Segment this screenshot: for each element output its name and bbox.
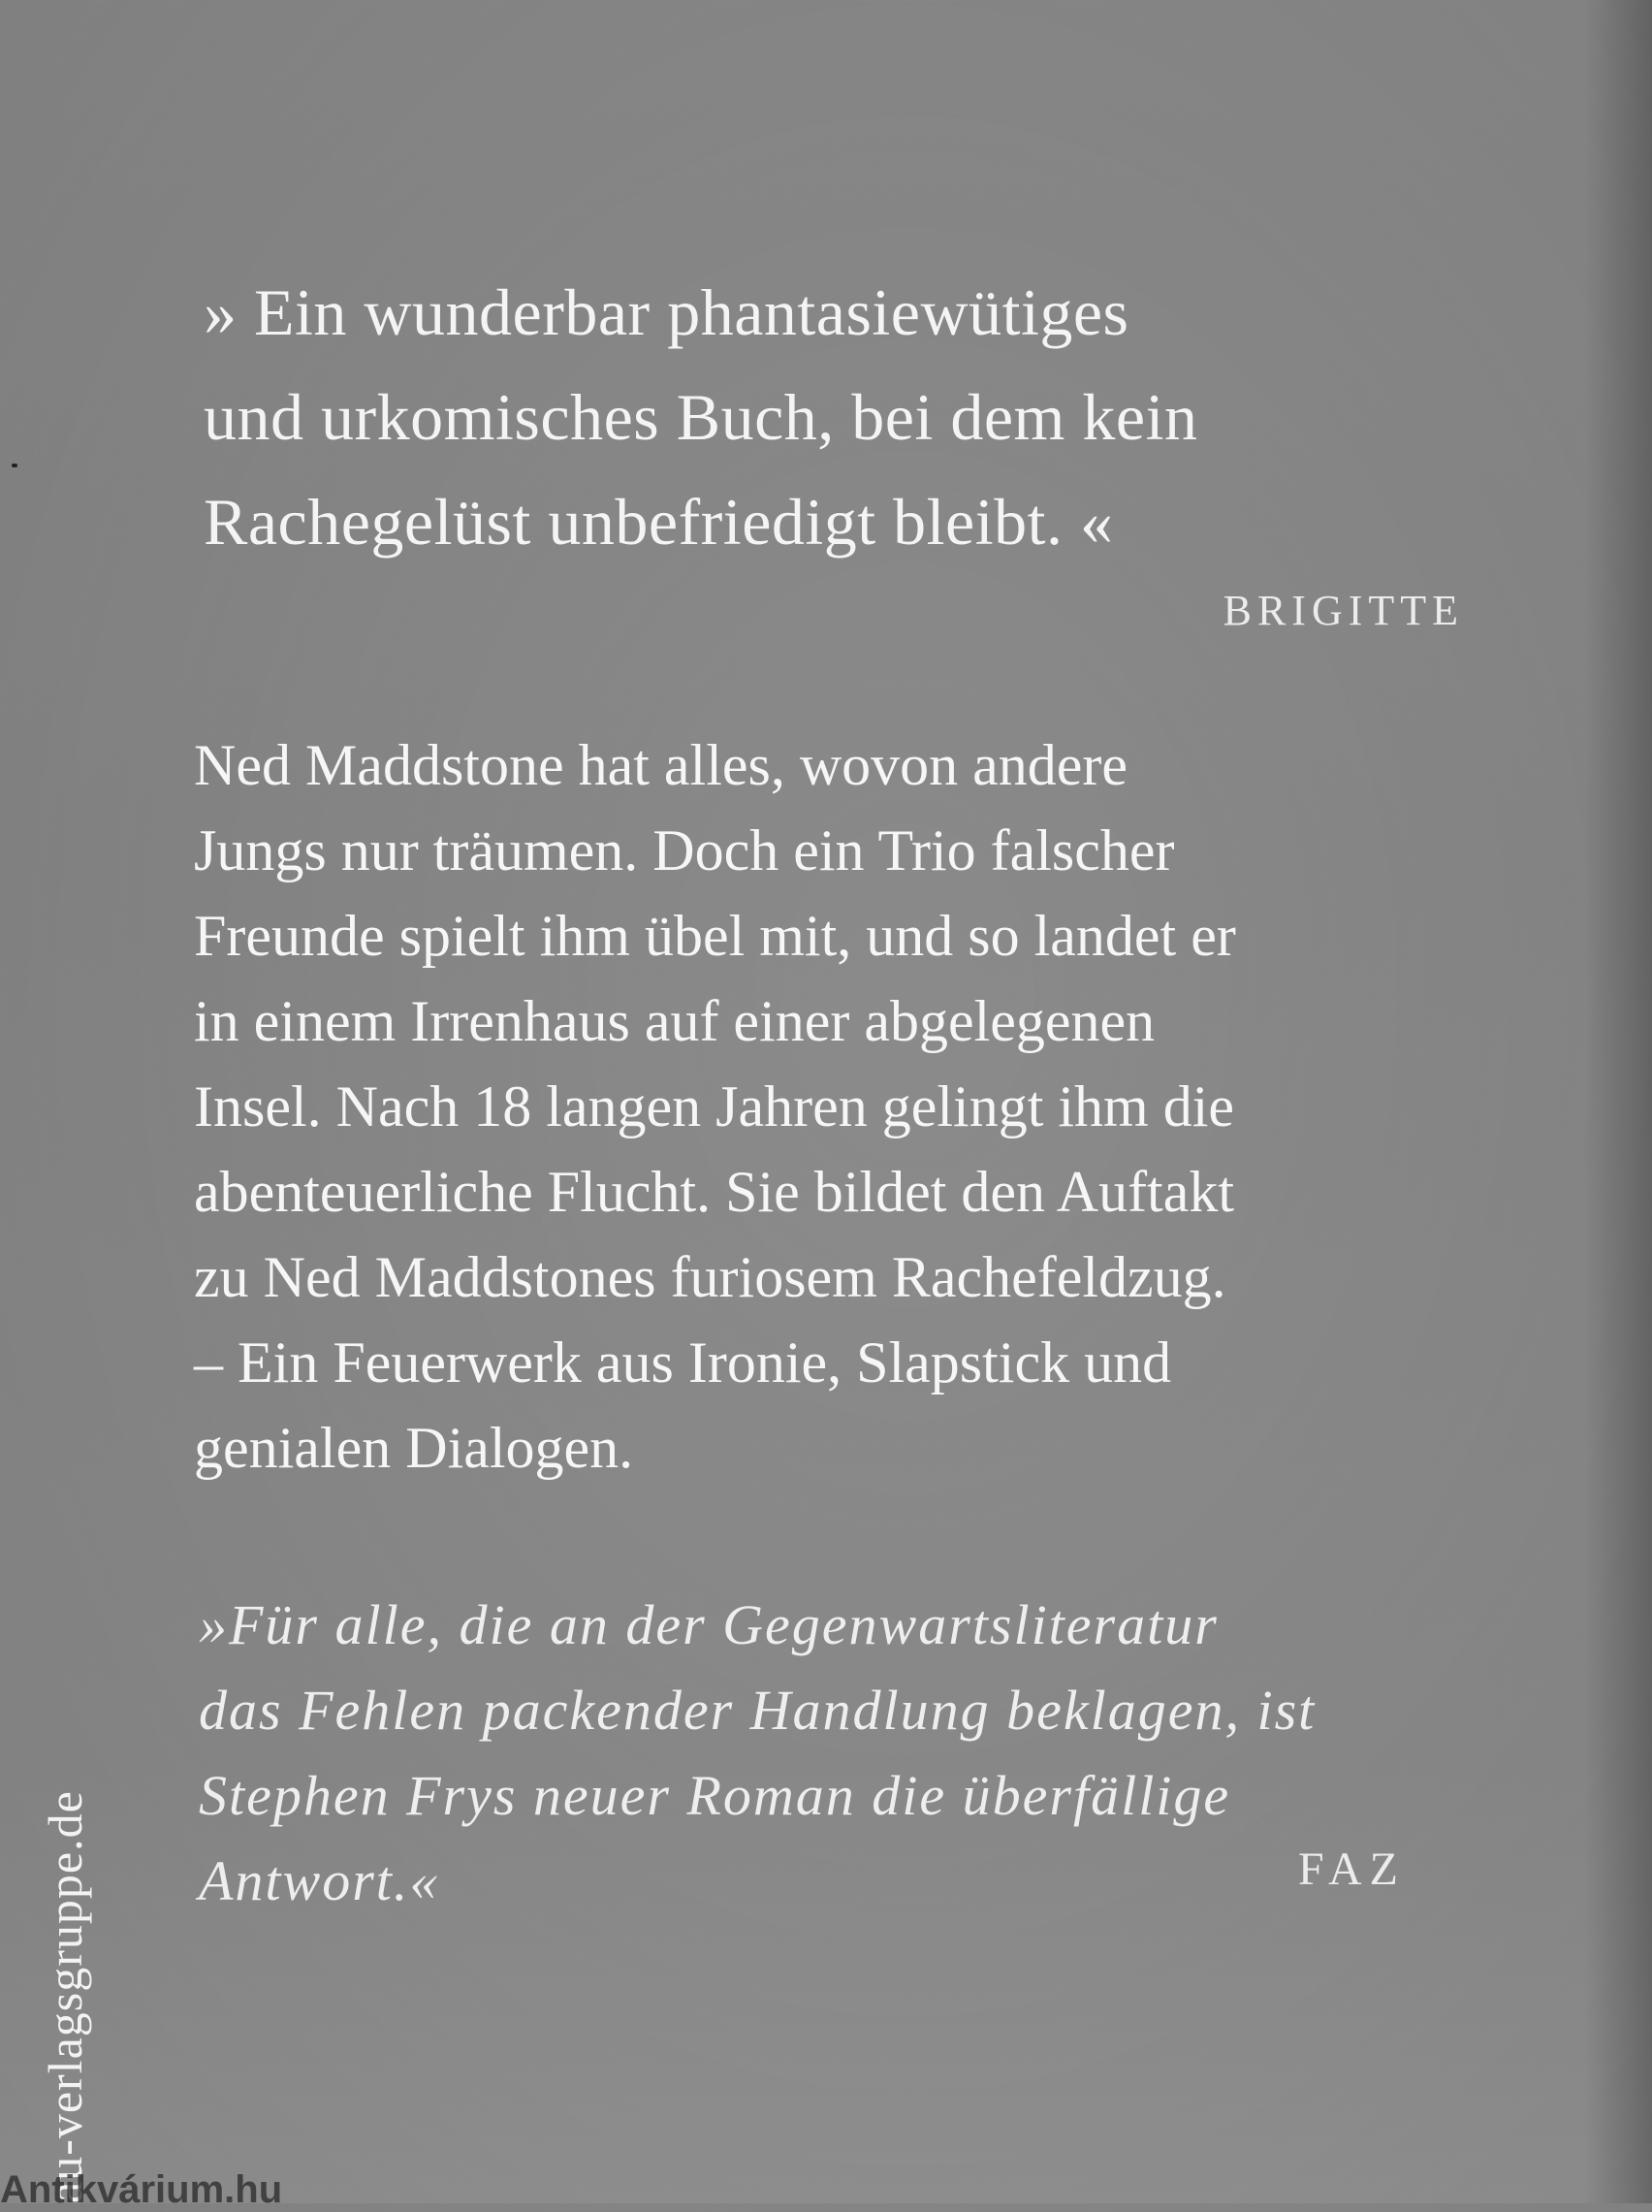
quote-line: » Ein wunderbar phantasiewütiges (204, 275, 1129, 349)
review-quote-brigitte (204, 260, 1503, 574)
quote-line: Antwort.« (199, 1849, 440, 1912)
blurb-line: Freunde spielt ihm übel mit, und so landet er (194, 904, 1236, 968)
quote-line: und urkomisches Buch, bei dem kein (204, 380, 1198, 454)
quote-line: »Für alle, die an der Gegenwartsliteratur (199, 1593, 1219, 1656)
blurb-line: genialen Dialogen. (194, 1416, 634, 1480)
blurb-line: Insel. Nach 18 langen Jahren gelingt ihm die (194, 1074, 1235, 1138)
watermark: Antikvárium.hu (0, 2168, 283, 2211)
cover-edge-shadow (1584, 0, 1652, 2203)
blurb-line: Jungs nur träumen. Doch ein Trio falscher (194, 818, 1175, 882)
publisher-url: au-verlagsgruppe.de (38, 1790, 92, 2203)
blurb-line: – Ein Feuerwerk aus Ironie, Slapstick und (194, 1330, 1172, 1395)
blurb-line: in einem Irrenhaus auf einer abgelegenen (194, 989, 1156, 1053)
quote-line: das Fehlen packender Handlung beklagen, ist (199, 1679, 1317, 1742)
blurb-text (194, 722, 1493, 1491)
blurb-line: Ned Maddstone hat alles, wovon andere (194, 733, 1128, 797)
quote-line: Stephen Frys neuer Roman die überfällige (199, 1764, 1231, 1827)
quote-line: Rachegelüst unbefriedigt bleibt. « (204, 485, 1114, 559)
speck-mark (12, 464, 17, 467)
quote-source-faz: FAZ (1297, 1843, 1406, 1895)
blurb-line: abenteuerliche Flucht. Sie bildet den Auftakt (194, 1160, 1235, 1224)
quote-source-brigitte: BRIGITTE (1223, 587, 1464, 634)
blurb-line: zu Ned Maddstones furiosem Rachefeldzug. (194, 1245, 1226, 1309)
